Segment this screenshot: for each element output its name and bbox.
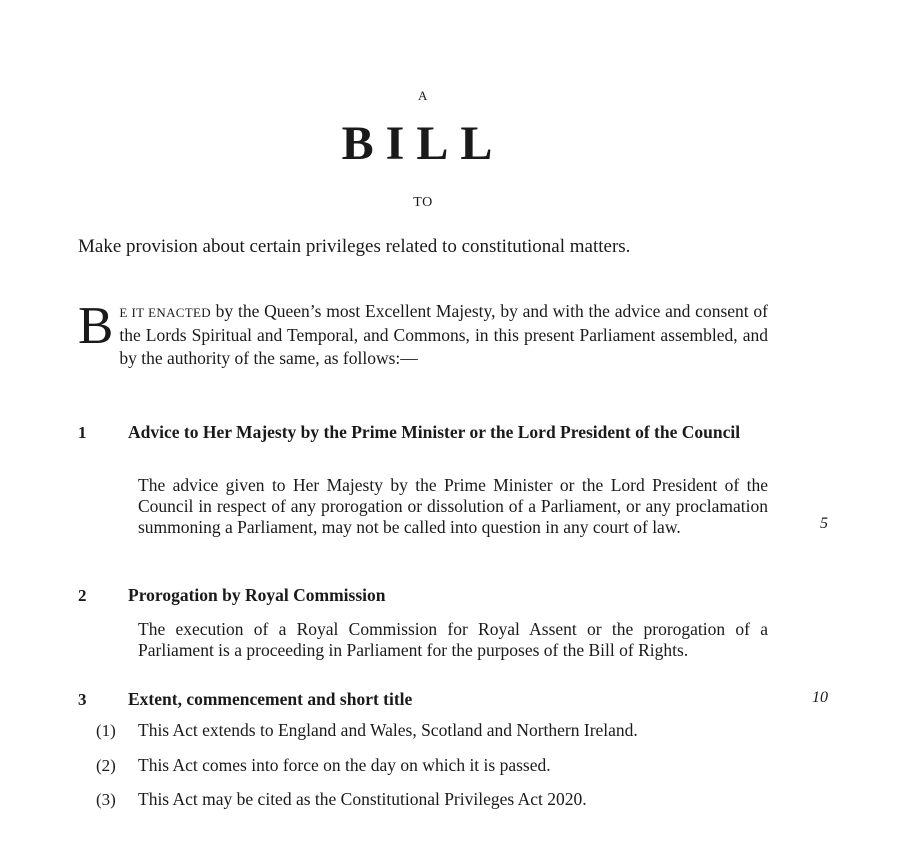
bill-title: BILL xyxy=(341,117,505,170)
clause-2-number: 2 xyxy=(78,586,87,605)
subsection-2-text: This Act comes into force on the day on which it is passed. xyxy=(138,755,551,775)
enacting-text: by the Queen’s most Excellent Majesty, by and with the advice and consent of the Lords Spiritual and Temporal, and Commons, in this present Parliament assembled, and by the authority of the same, as follows:— xyxy=(119,301,768,368)
clause-1-heading: Advice to Her Majesty by the Prime Minister or the Lord President of the Council xyxy=(128,422,741,442)
subsection-3-number: (3) xyxy=(96,790,116,809)
to-label: TO xyxy=(413,195,433,210)
clause-3-number: 3 xyxy=(78,690,87,709)
subsection-1-number: (1) xyxy=(96,721,116,740)
subsection-1-text: This Act extends to England and Wales, Scotland and Northern Ireland. xyxy=(138,720,638,740)
subsection-3-text: This Act may be cited as the Constitutional Privileges Act 2020. xyxy=(138,789,587,809)
line-number-5: 5 xyxy=(820,515,828,532)
subsection-2-number: (2) xyxy=(96,756,116,775)
clause-3-heading: Extent, commencement and short title xyxy=(128,689,413,709)
line-number-10: 10 xyxy=(812,689,828,706)
article-a: A xyxy=(418,88,428,103)
enacting-small-caps: E IT ENACTED xyxy=(119,305,211,320)
enacting-formula xyxy=(78,297,768,370)
clause-2-text: The execution of a Royal Commission for Royal Assent or the prorogation of a Parliament is a proceeding in Parliament for the purposes of the Bill of Rights. xyxy=(138,619,768,660)
clause-1-text: The advice given to Her Majesty by the Prime Minister or the Lord President of the Council in respect of any prorogation or dissolution of a Parliament, or any proclamation summoning a Parliament, may not be called into question in any court of law. xyxy=(138,475,768,537)
drop-cap: B xyxy=(78,297,114,355)
clause-2-heading: Prorogation by Royal Commission xyxy=(128,585,386,605)
clause-1-number: 1 xyxy=(78,423,87,442)
long-title: Make provision about certain privileges related to constitutional matters. xyxy=(78,236,631,257)
